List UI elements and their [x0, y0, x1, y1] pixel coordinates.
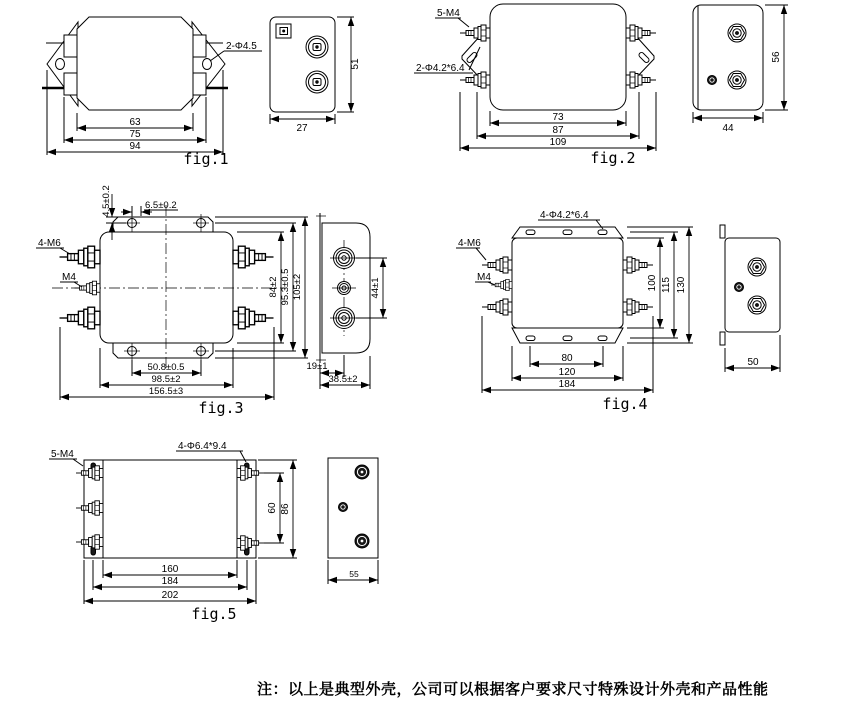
fig1-side-view [270, 17, 361, 134]
fig3-caption: fig.3 [198, 399, 244, 417]
fig5-dim-h-terms-text: 60 [267, 502, 278, 514]
fig5-dim-body-text: 160 [161, 564, 179, 575]
fig2-front-view [414, 4, 656, 167]
fig5-side-ground-screw [339, 503, 348, 512]
fig1-dim-side-depth [270, 114, 335, 134]
fig1-terminal-block [64, 73, 77, 95]
fig5-side-depth-text: 55 [349, 569, 359, 579]
fig4-terminal-callout [456, 238, 486, 260]
fig4-dim-h-body-text: 100 [647, 274, 658, 292]
fig5-dim-h-body-text: 86 [280, 503, 291, 515]
fig3-side-offset-text: 19±1 [306, 361, 328, 372]
fig1-body [77, 17, 193, 110]
fig3-terminal-stud [60, 246, 101, 268]
fig3-dim-h-flange-text: 105±2 [292, 273, 303, 301]
fig4-side-depth-text: 50 [747, 357, 759, 368]
fig3-dim-h-holes-text: 95.3±0.5 [280, 268, 291, 306]
fig2-terminal-callout [435, 8, 469, 27]
fig5-side-terminal [355, 534, 369, 548]
fig1-hole-label: 2-Φ4.5 [226, 41, 257, 52]
fig4-terminal-stud [623, 257, 653, 273]
fig3-dim-holes-text: 50.8±0.5 [147, 362, 185, 373]
fig4-dim-body-text: 120 [558, 367, 576, 378]
fig2-dim-body [490, 111, 626, 126]
fig1-terminal-block [193, 35, 206, 57]
fig2-side-terminal [728, 24, 746, 42]
fig2-terminal-label: 5-M4 [437, 8, 460, 19]
fig5-side-terminal [355, 465, 369, 479]
fig4-terminal-stud [623, 299, 653, 315]
fig2-terminal-stud [460, 72, 490, 88]
fig2-dim-mid-text: 87 [552, 125, 564, 136]
fig3-dim-offset-h [121, 200, 178, 216]
fig3-body [100, 232, 233, 343]
fig4-ground-label: M4 [477, 272, 491, 283]
fig1-mount-hole-left [56, 59, 65, 70]
fig4-side-terminal [748, 258, 766, 276]
fig2-dim-body-text: 73 [552, 112, 564, 123]
fig3-side-depth-text: 38.5±2 [328, 374, 358, 385]
fig3-ground-label: M4 [62, 272, 76, 283]
fig5-terminal-callout [49, 449, 83, 466]
fig2-side-body [693, 5, 763, 110]
fig4-side-tab-bottom [720, 332, 725, 345]
fig5-terminal-label: 5-M4 [51, 449, 74, 460]
fig4-dim-h-flange-text: 130 [676, 276, 687, 294]
fig2-caption: fig.2 [590, 149, 636, 167]
fig3-terminal-callout [36, 238, 70, 254]
note-text: 注：以上是典型外壳，公司可以根据客户要求尺寸特殊设计外壳和产品性能 [257, 680, 769, 698]
fig4-front-view [456, 210, 693, 413]
fig4-side-body [725, 238, 780, 332]
fig3-terminal-stud [233, 307, 274, 329]
fig4-dim-height-body [627, 238, 664, 328]
fig1-side-depth-text: 27 [296, 123, 308, 134]
fig1-dim-side-height [337, 17, 361, 112]
fig2-side-terminal [728, 71, 746, 89]
fig5-dim-side-depth [328, 560, 378, 584]
fig5-front-view [49, 441, 297, 623]
fig4-dim-overall-text: 184 [558, 379, 576, 390]
fig5-slot-callout [176, 441, 246, 462]
fig5-dim-overall-text: 202 [161, 590, 179, 601]
fig4-terminal-stud [482, 257, 512, 273]
fig2-side-depth-text: 44 [722, 123, 734, 134]
fig3-ground-callout [60, 272, 82, 287]
fig4-caption: fig.4 [602, 395, 648, 413]
fig4-body [512, 238, 623, 328]
fig3-ground-stud [75, 281, 101, 295]
fig4-dim-side-depth [725, 335, 780, 372]
fig3-dim-body-text: 98.5±2 [151, 374, 181, 385]
fig1-terminal-block [64, 35, 77, 57]
fig2-dim-overall-text: 109 [549, 137, 567, 148]
fig2-side-ground-screw [708, 76, 717, 85]
fig4-dim-holes-text: 80 [561, 353, 573, 364]
fig4-side-tab-top [720, 225, 725, 238]
fig1-terminal-block [193, 73, 206, 95]
fig5-caption: fig.5 [191, 605, 237, 623]
fig4-dim-holes [530, 346, 603, 367]
fig4-terminal-label: 4-M6 [458, 238, 481, 249]
fig1-dim-mid-text: 75 [129, 129, 141, 140]
fig2-slot-label: 2-Φ4.2*6.4 [416, 63, 465, 74]
fig3-front-view [36, 185, 308, 417]
fig1-caption: fig.1 [183, 150, 229, 168]
fig1-front-view [42, 17, 262, 168]
fig4-side-view [720, 225, 780, 372]
fig4-dim-h-holes-text: 115 [661, 277, 672, 293]
fig3-offset-v-text: 4.5±0.2 [101, 185, 112, 217]
fig2-body [490, 4, 626, 110]
fig5-outline [84, 460, 256, 558]
fig1-dim-body-text: 63 [129, 117, 141, 128]
fig1-side-terminal [306, 36, 328, 58]
fig1-dim-overall-text: 94 [129, 141, 141, 152]
fig3-dim-h-body-text: 84±2 [268, 276, 279, 298]
fig3-terminal-stud [233, 246, 274, 268]
fig3-dim-overall-text: 156.5±3 [148, 386, 184, 397]
fig1-side-fast-on-terminal [276, 24, 291, 38]
fig4-side-ground-screw [735, 283, 744, 292]
fig3-terminal-label: 4-M6 [38, 238, 61, 249]
fig2-dim-side-height [765, 5, 788, 110]
fig5-slot-label: 4-Φ6.4*9.4 [178, 441, 227, 452]
fig2-terminal-stud [460, 25, 490, 41]
fig2-side-view [693, 5, 788, 134]
fig3-offset-h-text: 6.5±0.2 [145, 200, 177, 211]
fig2-terminal-stud [626, 72, 656, 88]
fig1-side-terminal [306, 71, 328, 93]
fig5-dim-holes-text: 184 [161, 576, 179, 587]
fig5-side-view [328, 458, 378, 584]
fig2-dim-side-depth [693, 112, 763, 134]
fig3-terminal-stud [60, 307, 101, 329]
fig4-ground-callout [475, 272, 495, 285]
fig1-side-height-text: 51 [350, 58, 361, 70]
fig3-side-span-text: 44±1 [370, 277, 381, 299]
fig2-side-height-text: 56 [771, 51, 782, 63]
fig4-side-terminal [748, 296, 766, 314]
fig3-side-view [306, 213, 387, 389]
fig4-terminal-stud [482, 299, 512, 315]
fig2-terminal-stud [626, 25, 656, 41]
fig4-slot-callout [538, 210, 603, 229]
fig5-side-body [328, 458, 378, 558]
fig4-slot-label: 4-Φ4.2*6.4 [540, 210, 589, 221]
fig1-mount-hole-right [203, 59, 212, 70]
